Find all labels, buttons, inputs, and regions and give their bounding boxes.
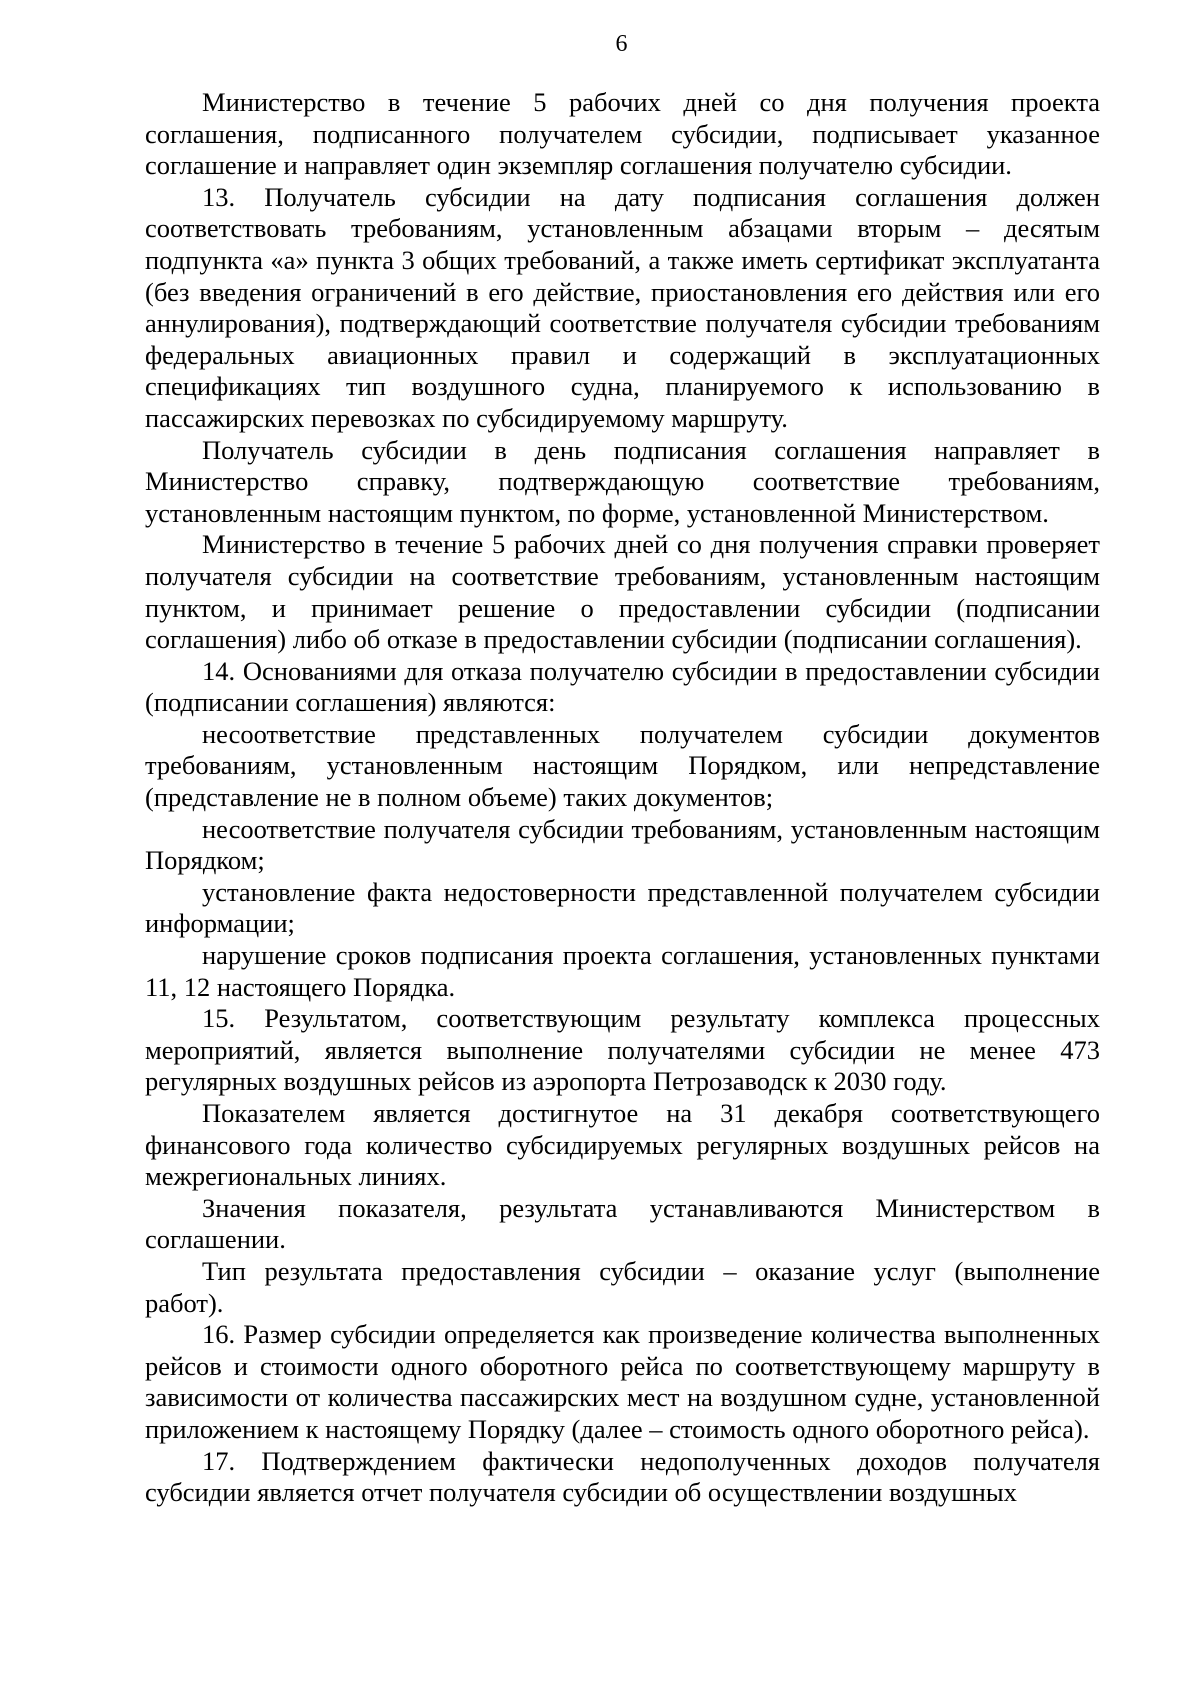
paragraph-recipient-certificate: Получатель субсидии в день подписания соглашения направляет в Министерство справку, подтверждающую соответствие требованиям, установленным настоящим пунктом, по форме, установленной Министерством.	[145, 434, 1100, 528]
paragraph-13-requirements: 13. Получатель субсидии на дату подписания соглашения должен соответствовать требованиям, установленным абзацами вторым – десятым подпункта «а» пункта 3 общих требований, а также иметь сертификат эксплуатанта (без введения ограничений в его действие, приостановления его действия или его аннулирования), подтверждающий соответствие получателя субсидии требованиям федеральных авиационных правил и содержащий в эксплуатационных спецификациях тип воздушного судна, планируемого к использованию в пассажирских перевозках по субсидируемому маршруту.	[145, 181, 1100, 433]
paragraph-16-subsidy-size: 16. Размер субсидии определяется как произведение количества выполненных рейсов и стоимости одного оборотного рейса по соответствующему маршруту в зависимости от количества пассажирских мест на воздушном судне, установленной приложением к настоящему Порядку (далее – стоимость одного оборотного рейса).	[145, 1319, 1100, 1444]
paragraph-ministry-decision: Министерство в течение 5 рабочих дней со дня получения справки проверяет получателя субсидии на соответствие требованиям, установленным настоящим пунктом, и принимает решение о предоставлении субсидии (подписании соглашения) либо об отказе в предоставлении субсидии (подписании соглашения).	[145, 529, 1100, 655]
paragraph-indicator: Показателем является достигнутое на 31 декабря соответствующего финансового года количество субсидируемых регулярных воздушных рейсов на межрегиональных линиях.	[145, 1098, 1100, 1192]
paragraph-15-result: 15. Результатом, соответствующим результату комплекса процессных мероприятий, является выполнение получателями субсидии не менее 473 регулярных воздушных рейсов из аэропорта Петрозаводск к 2030 году.	[145, 1003, 1100, 1097]
paragraph-14-refusal-grounds: 14. Основаниями для отказа получателю субсидии в предоставлении субсидии (подписании соглашения) являются:	[145, 655, 1100, 718]
paragraph-ministry-signing: Министерство в течение 5 рабочих дней со дня получения проекта соглашения, подписанного получателем субсидии, подписывает указанное соглашение и направляет один экземпляр соглашения получателю субсидии.	[145, 87, 1100, 181]
paragraph-17-confirmation: 17. Подтверждением фактически недополученных доходов получателя субсидии является отчет получателя субсидии об осуществлении воздушных	[145, 1445, 1100, 1508]
list-item-documents-mismatch: несоответствие представленных получателем субсидии документов требованиям, установленным настоящим Порядком, или непредставление (представление не в полном объеме) таких документов;	[145, 718, 1100, 813]
paragraph-values: Значения показателя, результата устанавливаются Министерством в соглашении.	[145, 1192, 1100, 1255]
list-item-false-information: установление факта недостоверности представленной получателем субсидии информации;	[145, 876, 1100, 939]
list-item-deadline-violation: нарушение сроков подписания проекта соглашения, установленных пунктами 11, 12 настоящего Порядка.	[145, 940, 1100, 1002]
list-item-recipient-mismatch: несоответствие получателя субсидии требованиям, установленным настоящим Порядком;	[145, 813, 1100, 876]
paragraph-result-type: Тип результата предоставления субсидии – оказание услуг (выполнение работ).	[145, 1255, 1100, 1318]
page-number: 6	[615, 31, 628, 57]
document-body	[145, 87, 1100, 1509]
